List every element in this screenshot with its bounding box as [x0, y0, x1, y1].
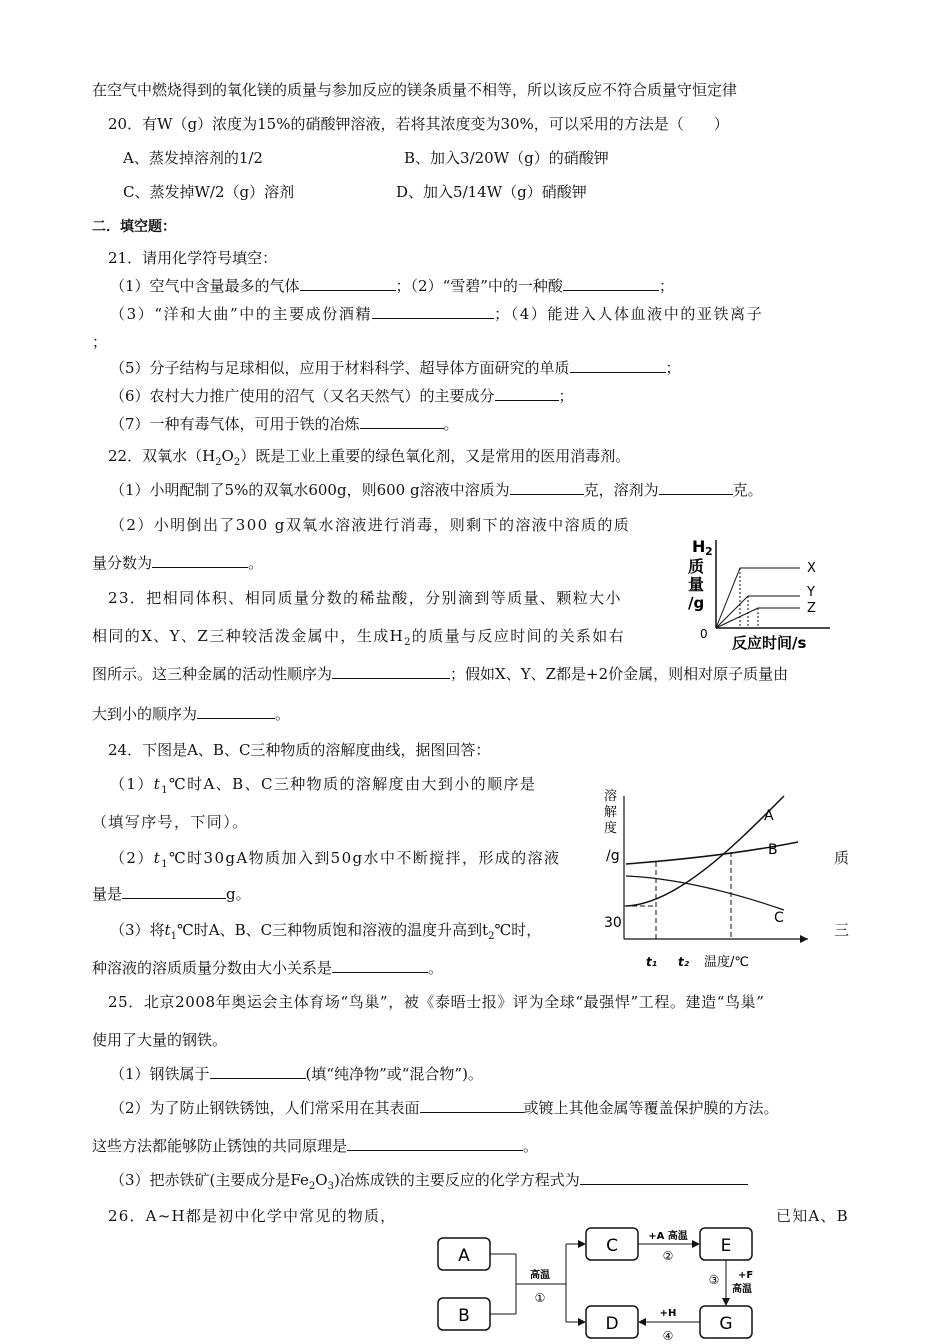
reaction-3-reagent: +F — [738, 1270, 754, 1281]
box-a-label: A — [458, 1246, 470, 1266]
q21-line-4: （6）农村大力推广使用的沼气（又名天然气）的主要成分 ； — [110, 387, 574, 405]
answer-blank[interactable] — [332, 958, 428, 973]
box-g-label: G — [719, 1314, 733, 1334]
answer-blank[interactable] — [563, 276, 659, 291]
y-tick-30: 30 — [604, 915, 622, 931]
q21-line-2-end: ； — [92, 333, 108, 351]
curve-a — [626, 796, 784, 906]
q21-part-7: （7）一种有毒气体，可用于铁的冶炼 — [110, 415, 360, 433]
answer-blank[interactable] — [300, 276, 396, 291]
x-tick-t2: t₂ — [678, 955, 689, 969]
q23-line-2: 相同的X、Y、Z三种较活泼金属中，生成$H_2$的质量与反应时间的关系如右 — [92, 627, 626, 648]
y-axis-label-2: 量 — [688, 575, 705, 594]
reaction-4-reagent: +H — [659, 1308, 677, 1319]
answer-blank[interactable] — [347, 1136, 523, 1151]
y-axis-label-h: H — [692, 537, 706, 556]
reaction-3-number: ③ — [708, 1273, 720, 1287]
y-axis-label-2: 解 — [604, 805, 618, 820]
q25-part-2: （2）为了防止钢铁锈蚀，人们常采用在其表面 或镀上其他金属等覆盖保护膜的方法。 — [110, 1099, 779, 1117]
q20-stem: 20．有W（g）浓度为15%的硝酸钾溶液，若将其浓度变为30%，可以采用的方法是（ ） — [108, 115, 729, 133]
curve-c — [626, 876, 784, 910]
q22-stem: 22．双氧水$(H_2O_2)$既是工业上重要的绿色氧化剂，又是常用的医用消毒剂。 — [108, 447, 631, 468]
q21-line-2 — [110, 304, 763, 324]
y-axis-label-1: 溶 — [604, 789, 618, 804]
q20-option-a: A、蒸发掉溶剂的1/2 — [123, 149, 263, 167]
q24-part-3-cont: 种溶液的溶质质量分数由大小关系是 。 — [92, 959, 444, 977]
q24-part-3-tail: 三 — [834, 921, 850, 939]
q21-part-3: （3）“洋和大曲”中的主要成份酒精 — [110, 305, 373, 323]
q25-stem-cont: 使用了大量的钢铁。 — [92, 1031, 228, 1049]
q21-part-6: （6）农村大力推广使用的沼气（又名天然气）的主要成分 — [110, 387, 495, 405]
q24-part-3: （3）将$t_1℃$时A、B、C三种物质饱和溶液的温度升高到$t_2℃$时， — [110, 921, 542, 942]
box-b-label: B — [458, 1306, 470, 1326]
q22-part-2: （2）小明倒出了300 g双氧水溶液进行消毒，则剩下的溶液中溶质的质 — [110, 516, 631, 534]
q24-part-2-tail: 质 — [834, 849, 850, 867]
answer-blank[interactable] — [580, 1170, 748, 1185]
answer-blank[interactable] — [420, 1098, 524, 1113]
x-axis-label: 反应时间/s — [732, 634, 807, 652]
h2-mass-vs-time-graph — [680, 530, 845, 655]
q24-part-2-cont: 量是 g。 — [92, 885, 251, 903]
q21-line-3: （5）分子结构与足球相似，应用于材料科学、超导体方面研究的单质 ； — [110, 359, 681, 377]
curve-b-label: B — [768, 842, 778, 858]
q23-line-3: 图所示。这三种金属的活动性顺序为 ；假如X、Y、Z都是+2价金属，则相对原子质量由 — [92, 665, 789, 683]
box-c-label: C — [606, 1236, 618, 1256]
answer-blank[interactable] — [332, 664, 450, 679]
q21-part-4: ；（4）能进入人体血液中的亚铁离子 — [494, 305, 764, 323]
y-axis-label-sub: 2 — [705, 545, 713, 558]
q19-tail-text: 在空气中燃烧得到的氧化镁的质量与参加反应的镁条质量不相等，所以该反应不符合质量守恒定律 — [92, 81, 738, 99]
series-y-label: Y — [807, 585, 815, 600]
q23-line-4: 大到小的顺序为 。 — [92, 705, 291, 723]
curve-c-label: C — [774, 910, 784, 926]
curve-a-label: A — [764, 808, 774, 824]
answer-blank[interactable] — [659, 480, 733, 495]
q24-part-2: $(2)t_1℃$时30gA物质加入到50g水中不断搅拌，形成的溶液 — [110, 849, 561, 870]
x-tick-t1: t₁ — [646, 955, 657, 969]
q24-part-1: $(1)t_1℃$时A、B、C三种物质的溶解度由大到小的顺序是 — [110, 775, 537, 796]
q21-line-5: （7）一种有毒气体，可用于铁的冶炼 。 — [110, 415, 459, 433]
q24-stem: 24．下图是A、B、C三种物质的溶解度曲线，据图回答： — [108, 741, 491, 759]
reaction-1-condition: 高温 — [530, 1270, 550, 1281]
q26-stem: 26．A~H都是初中化学中常见的物质， — [108, 1207, 397, 1225]
series-z-label: Z — [807, 601, 816, 616]
answer-blank[interactable] — [510, 480, 584, 495]
y-axis-label-1: 质 — [688, 557, 705, 576]
reaction-2-number: ② — [662, 1249, 674, 1263]
q25-part-1: （1）钢铁属于 (填“纯净物”或“混合物”)。 — [110, 1065, 483, 1083]
section-title: 二．填空题： — [92, 219, 176, 235]
solubility-curve-graph — [598, 782, 818, 974]
series-x-label: X — [807, 561, 816, 576]
series-x-line — [716, 568, 800, 628]
box-d-label: D — [605, 1314, 619, 1334]
q25-part-2-cont: 这些方法都能够防止锈蚀的共同原理是 。 — [92, 1137, 539, 1155]
q25-part-3: （3）把赤铁矿(主要成分是$Fe_2O_3$)冶炼成铁的主要反应的化学方程式为 — [110, 1170, 748, 1197]
q26-stem-tail: 已知A、B — [776, 1207, 849, 1225]
reaction-flow-diagram — [436, 1226, 766, 1344]
q20-option-c: C、蒸发掉W/2（g）溶剂 — [123, 183, 295, 201]
x-axis-arrow — [800, 935, 808, 943]
q21-part-2: ；（2）“雪碧”中的一种酸 — [395, 277, 563, 295]
q21-line-1: （1）空气中含量最多的气体 ；（2）“雪碧”中的一种酸 ； — [110, 277, 674, 295]
q24-part-1-cont: （填写序号，下同）。 — [92, 813, 249, 831]
reaction-4-number: ④ — [662, 1329, 674, 1343]
origin-label: 0 — [700, 627, 708, 641]
reaction-1-number: ① — [534, 1291, 546, 1305]
answer-blank[interactable] — [495, 386, 559, 401]
q21-part-1: （1）空气中含量最多的气体 — [110, 277, 300, 295]
q21-part-5: （5）分子结构与足球相似，应用于材料科学、超导体方面研究的单质 — [110, 359, 570, 377]
answer-blank[interactable] — [197, 704, 275, 719]
reaction-3-condition: 高温 — [732, 1284, 752, 1295]
y-axis-label-3: 度 — [604, 821, 618, 836]
box-e-label: E — [720, 1236, 732, 1256]
q21-stem: 21．请用化学符号填空： — [108, 249, 278, 267]
q22-part-2-cont: 量分数为 。 — [92, 554, 264, 572]
y-axis-unit: /g — [606, 848, 620, 864]
answer-blank[interactable] — [372, 304, 494, 319]
y-axis-label-3: /g — [688, 594, 705, 612]
answer-blank[interactable] — [570, 358, 666, 373]
q20-option-b: B、加入3/20W（g）的硝酸钾 — [404, 149, 609, 167]
reaction-2-condition: +A 高温 — [648, 1231, 688, 1242]
q23-line-1: 23．把相同体积、相同质量分数的稀盐酸，分别滴到等质量、颗粒大小 — [108, 589, 622, 607]
answer-blank[interactable] — [210, 1064, 306, 1079]
answer-blank[interactable] — [360, 414, 444, 429]
q25-stem: 25．北京2008年奥运会主体育场“鸟巢”，被《泰晤士报》评为全球“最强悍”工程。建造“鸟巢” — [108, 993, 765, 1011]
x-axis-label: 温度/℃ — [704, 955, 749, 970]
q20-option-d: D、加入5/14W（g）硝酸钾 — [396, 183, 587, 201]
answer-blank[interactable] — [122, 884, 226, 899]
q22-part-1: （1）小明配制了5%的双氧水600g，则600 g溶液中溶质为 克，溶剂为 克。 — [110, 481, 763, 499]
answer-blank[interactable] — [152, 553, 248, 568]
